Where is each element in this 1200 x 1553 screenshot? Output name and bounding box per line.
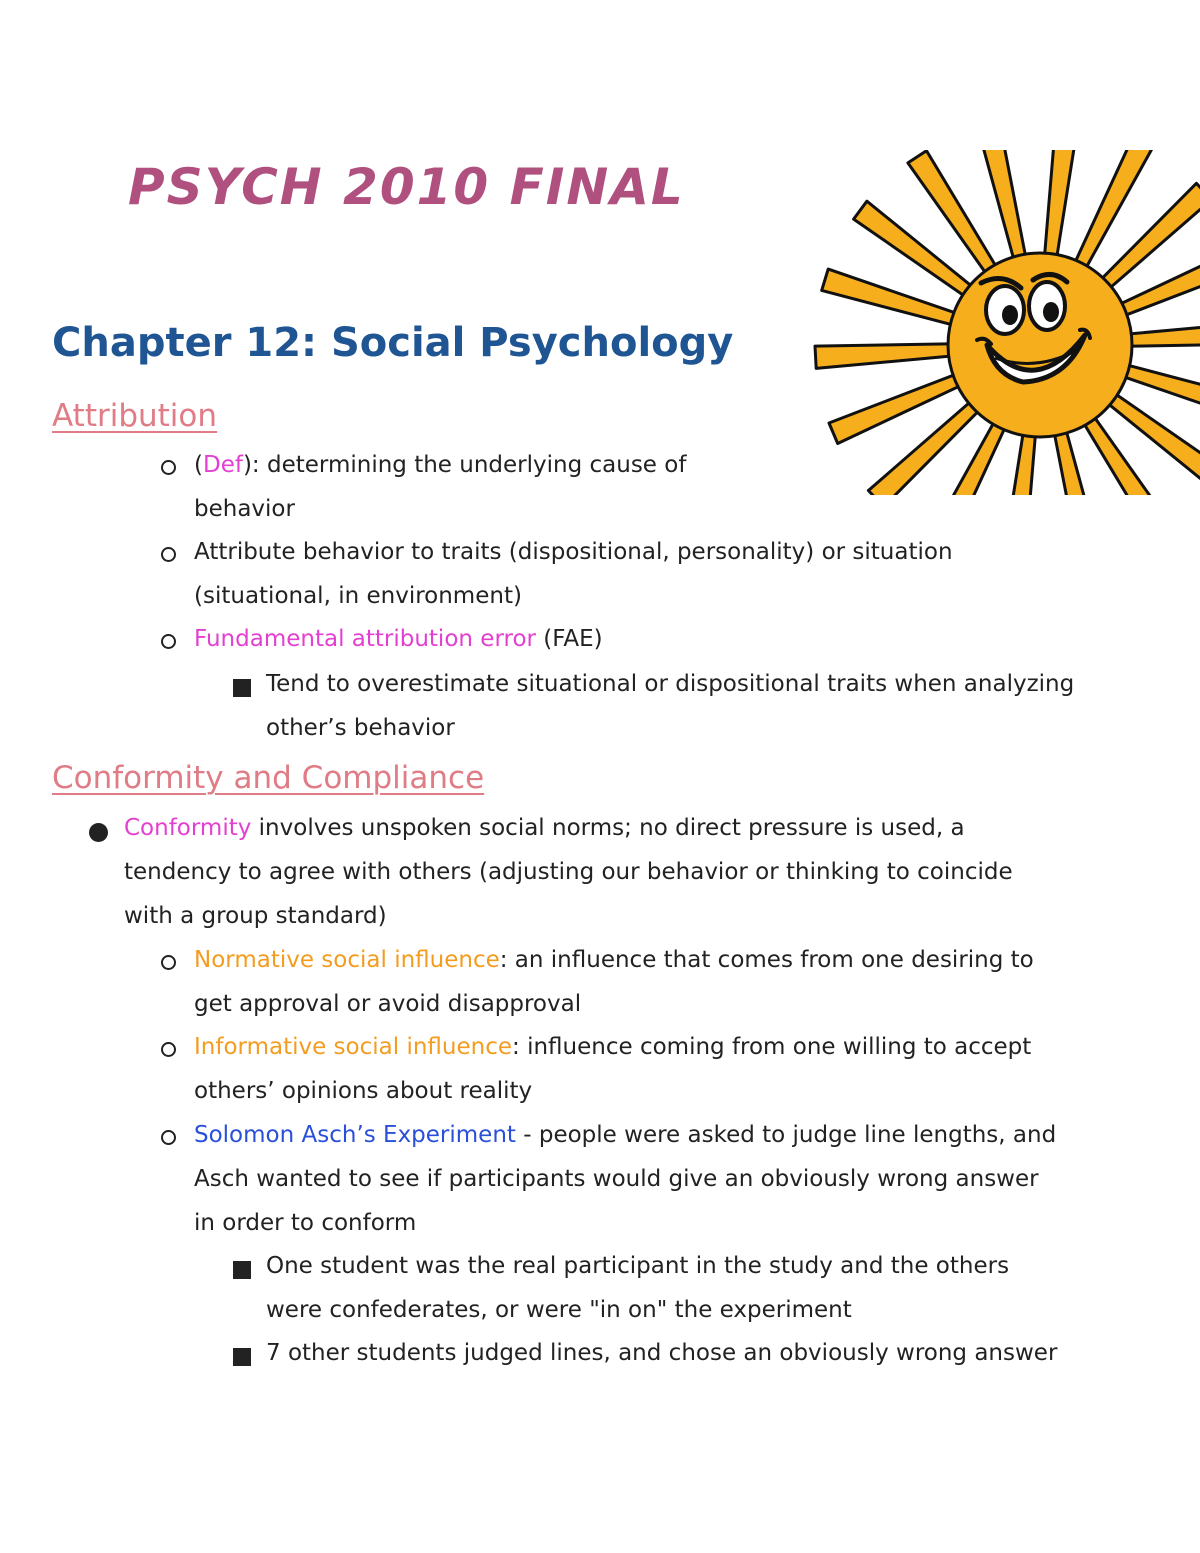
fae-line: Fundamental attribution error (FAE): [194, 626, 603, 652]
sun-ray: [1002, 429, 1036, 496]
hollow-circle-bullet-icon: [161, 1042, 176, 1057]
page-title: PSYCH 2010 FINAL: [128, 158, 685, 216]
section-heading-conformity: Conformity and Compliance: [52, 760, 485, 796]
normative-line-2: get approval or avoid disapproval: [194, 991, 582, 1017]
sun-ray: [1124, 322, 1200, 347]
traits-line-1: Attribute behavior to traits (dispositional, personality) or situation: [194, 539, 953, 565]
hollow-circle-bullet-icon: [161, 1130, 176, 1145]
fae-sub-line-2: other’s behavior: [266, 715, 455, 741]
hollow-circle-bullet-icon: [161, 460, 176, 475]
def-term: Def: [202, 452, 243, 478]
asch-sub1-line-1: One student was the real participant in the study and the others: [266, 1253, 1010, 1279]
asch-line-2: Asch wanted to see if participants would give an obviously wrong answer: [194, 1166, 1039, 1192]
square-bullet-icon: [233, 1261, 251, 1279]
square-bullet-icon: [233, 1348, 251, 1366]
asch-sub1-line-2: were confederates, or were "in on" the experiment: [266, 1297, 852, 1323]
informative-line-2: others’ opinions about reality: [194, 1078, 533, 1104]
chapter-heading: Chapter 12: Social Psychology: [52, 320, 734, 366]
asch-sub2-line-1: 7 other students judged lines, and chose an obviously wrong answer: [266, 1340, 1058, 1366]
conformity-line-3: with a group standard): [124, 903, 387, 929]
filled-circle-bullet-icon: [89, 823, 108, 842]
hollow-circle-bullet-icon: [161, 955, 176, 970]
def-line-2: behavior: [194, 496, 295, 522]
section-heading-attribution: Attribution: [52, 398, 218, 434]
asch-line-3: in order to conform: [194, 1210, 417, 1236]
sun-icon: [755, 150, 1200, 495]
traits-line-2: (situational, in environment): [194, 583, 522, 609]
asch-term: Solomon Asch’s Experiment: [194, 1122, 516, 1148]
informative-line-1: Informative social influence: influence coming from one willing to accept: [194, 1034, 1032, 1060]
conformity-line-1: Conformity involves unspoken social norms; no direct pressure is used, a: [124, 815, 965, 841]
def-line-1: (Def): determining the underlying cause of: [194, 452, 687, 478]
square-bullet-icon: [233, 679, 251, 697]
asch-line-1: Solomon Asch’s Experiment - people were asked to judge line lengths, and: [194, 1122, 1057, 1148]
normative-line-1: Normative social influence: an influence that comes from one desiring to: [194, 947, 1034, 973]
sun-ray: [1044, 150, 1078, 261]
informative-term: Informative social influence: [194, 1034, 513, 1060]
normative-term: Normative social influence: [194, 947, 500, 973]
hollow-circle-bullet-icon: [161, 547, 176, 562]
conformity-term: Conformity: [124, 815, 252, 841]
fae-sub-line-1: Tend to overestimate situational or dispositional traits when analyzing: [266, 671, 1075, 697]
fae-term: Fundamental attribution error: [194, 626, 536, 652]
conformity-line-2: tendency to agree with others (adjusting our behavior or thinking to coincide: [124, 859, 1013, 885]
sun-face: [948, 253, 1132, 437]
sun-ray: [815, 344, 956, 369]
hollow-circle-bullet-icon: [161, 634, 176, 649]
